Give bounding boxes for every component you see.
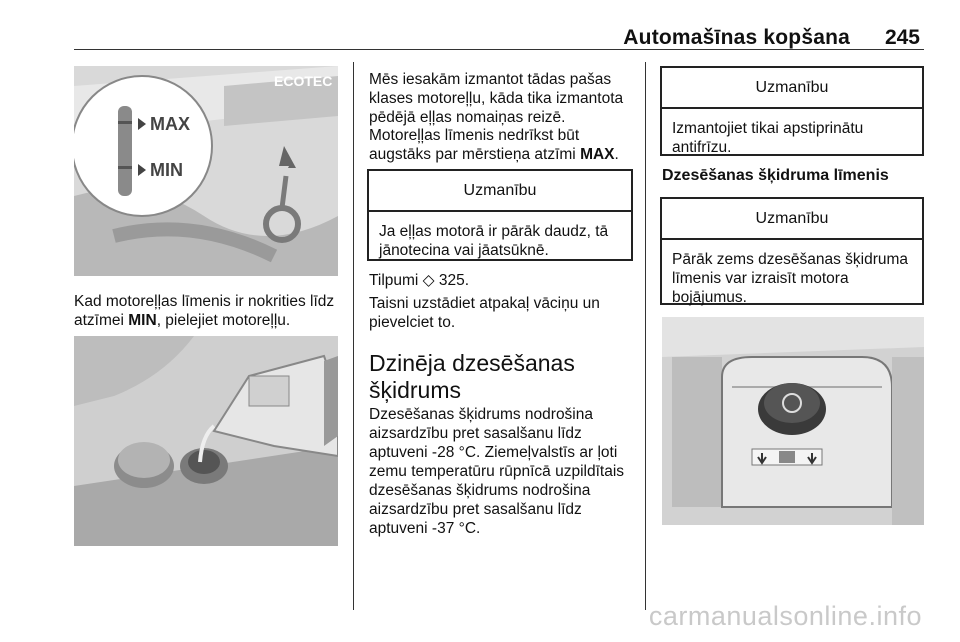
section-title-line2: šķidrums	[369, 377, 462, 403]
dipstick-min-label: MIN	[150, 160, 183, 180]
header-rule	[74, 49, 924, 50]
page-header-title: Automašīnas kopšana	[623, 26, 850, 49]
para-max-level	[369, 126, 637, 164]
para-max-level-bold: MAX	[580, 146, 615, 163]
para-low-oil-before: Kad motoreļļas līmenis ir nokrities līdz atzīmei	[74, 293, 335, 329]
para-coolant: Dzesēšanas šķidrums nodrošina aizsardzību pret sasalšanu līdz aptuveni -28 °C. Ziemeļvalstīs ar ļoti zemu temperatūru rūpnīcā uzpildītais dzesēšanas šķidrums nodrošina aizsardzību pret sasalšanu līdz aptuveni -37 °C.	[369, 406, 625, 537]
caution-body: Ja eļļas motorā ir pārāk daudz, tā jānotecina vai jāatsūknē.	[379, 223, 609, 259]
figure-coolant-reservoir	[662, 317, 924, 525]
page-number: 245	[884, 26, 920, 49]
caution-title: Uzmanību	[662, 68, 922, 109]
para-low-oil	[74, 292, 344, 330]
para-low-oil-after: , pielejiet motoreļļu.	[156, 312, 291, 329]
caution-body: Pārāk zems dzesēšanas šķidruma līmenis var izraisīt motora bojājumus.	[672, 251, 909, 306]
sub-title-coolant-level: Dzesēšanas šķidruma līmenis	[662, 167, 889, 184]
caution-box-antifreeze	[660, 66, 924, 156]
caution-body: Izmantojiet tikai apstiprinātu antifrīzu.	[672, 120, 864, 156]
para-max-level-before: Motoreļļas līmenis nedrīkst būt augstāks par mērstieņa atzīmi	[369, 127, 581, 163]
para-max-level-after: .	[614, 146, 619, 163]
column-divider-2	[645, 62, 646, 610]
dipstick-max-label: MAX	[150, 114, 190, 134]
section-title-coolant	[369, 350, 637, 404]
engine-text: ECOTEC	[274, 73, 333, 89]
watermark: carmanualsonline.info	[648, 601, 922, 631]
figure-oil-pouring	[74, 336, 338, 546]
caution-title: Uzmanību	[369, 171, 631, 212]
para-same-class: Mēs iesakām izmantot tādas pašas klases motoreļļu, kāda tika izmantota pēdējā eļļas nomaiņas reizē.	[369, 71, 624, 126]
column-divider-1	[353, 62, 354, 610]
para-refit-cap: Taisni uzstādiet atpakaļ vāciņu un pievelciet to.	[369, 295, 600, 331]
figure-dipstick	[74, 66, 338, 276]
caution-title: Uzmanību	[662, 199, 922, 240]
section-title-line1: Dzinēja dzesēšanas	[369, 350, 575, 376]
caution-box-oil	[367, 169, 633, 261]
para-low-oil-bold: MIN	[128, 312, 157, 329]
para-volumes: Tilpumi ◇ 325.	[369, 272, 470, 289]
caution-box-coolant-level	[660, 197, 924, 305]
